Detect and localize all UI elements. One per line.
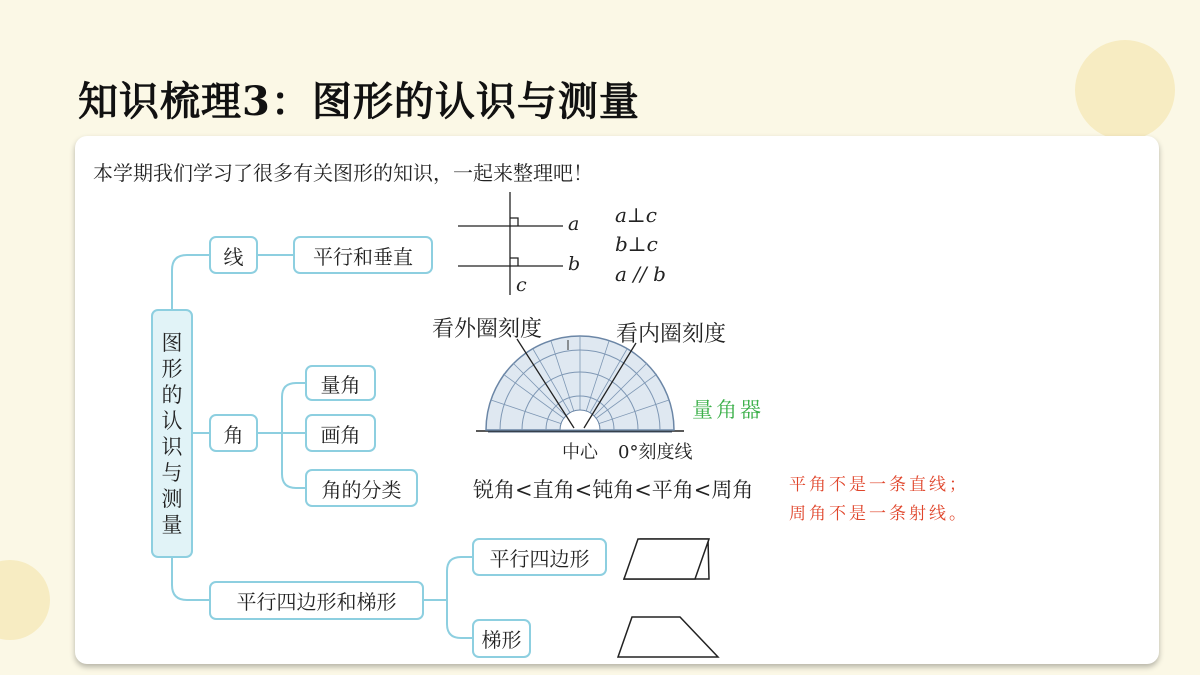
root-char: 图 <box>161 330 183 355</box>
angle-order-text: 锐角<直角<钝角<平角<周角 <box>473 478 754 502</box>
parallel-perpendicular-figure <box>458 192 563 295</box>
root-char: 与 <box>161 460 183 485</box>
label-inner-scale: 看内圈刻度 <box>616 322 727 347</box>
node-parallelogram: 平行四边形 <box>472 538 607 576</box>
root-char: 识 <box>161 434 183 459</box>
label-center: 中心 <box>562 442 598 463</box>
relation-b-perp-c: b⊥c <box>615 232 658 256</box>
note-straight-angle: 平角不是一条直线； <box>789 475 969 495</box>
relation-a-perp-c: a⊥c <box>615 203 657 227</box>
protractor-figure <box>476 336 684 432</box>
label-line-b: b <box>568 253 581 275</box>
note-full-angle: 周角不是一条射线。 <box>789 504 969 524</box>
label-line-c: c <box>516 274 527 296</box>
node-angle-classification: 角的分类 <box>305 469 418 507</box>
parallelogram-shape <box>624 539 709 579</box>
relation-a-parallel-b: a // b <box>615 262 666 286</box>
node-trapezoid: 梯形 <box>472 619 531 658</box>
label-zero-line: 0°刻度线 <box>618 442 693 463</box>
label-line-a: a <box>568 213 580 235</box>
page-title: 知识梳理3：图形的认识与测量 <box>78 78 640 125</box>
root-char: 认 <box>161 408 183 433</box>
root-node-shape-recognition <box>151 309 193 558</box>
node-measure-angle: 量角 <box>305 365 376 401</box>
root-char: 形 <box>161 356 183 381</box>
label-protractor: 量角器 <box>692 398 764 422</box>
root-char: 的 <box>161 382 183 407</box>
label-outer-scale: 看外圈刻度 <box>432 317 543 342</box>
node-parallel-perpendicular: 平行和垂直 <box>293 236 433 274</box>
root-char: 测 <box>161 486 183 511</box>
trapezoid-figure <box>618 617 718 657</box>
root-char: 量 <box>161 512 183 537</box>
intro-text: 本学期我们学习了很多有关图形的知识，一起来整理吧！ <box>93 161 593 185</box>
node-draw-angle: 画角 <box>305 414 376 452</box>
node-angle: 角 <box>209 414 258 452</box>
node-parallelogram-trapezoid: 平行四边形和梯形 <box>209 581 424 620</box>
node-line: 线 <box>209 236 258 274</box>
